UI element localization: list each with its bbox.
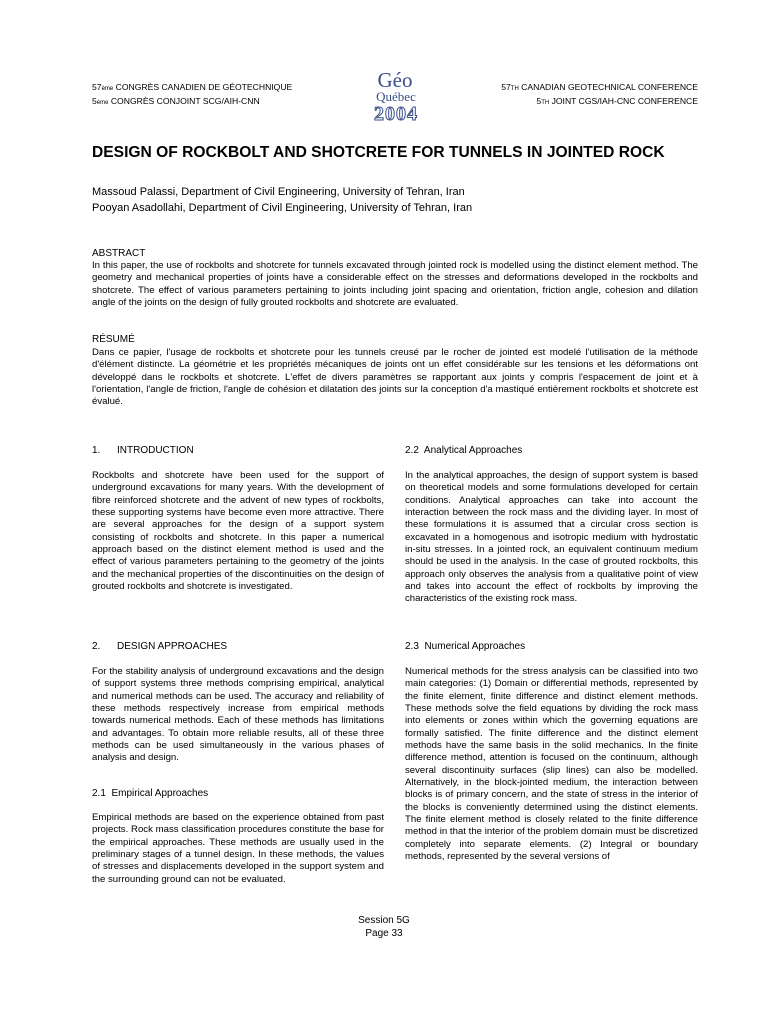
paper-title: DESIGN OF ROCKBOLT AND SHOTCRETE FOR TUNNELS IN JOINTED ROCK [92, 144, 665, 161]
author-2: Pooyan Asadollahi, Department of Civil Engineering, University of Tehran, Iran [92, 201, 473, 214]
page-number: Page 33 [365, 927, 403, 939]
design-approaches-heading: 2. DESIGN APPROACHES [92, 641, 228, 652]
introduction-text: Rockbolts and shotcrete have been used for the support of underground excavations for many years. With the development of fibre reinforced shotcrete and the advent of new types of rockbolts, these supporting systems have become even more attractive. There are several approaches for the design of a support system consisting of rockbolts and shotcrete. In this paper a numerical approach based on the distinct element method is used and the effect of various parameters pertaining to the geometry of the joints and the mechanical properties of the discontinuities on the design of grouted rockbolts and shotcrete is investigated. [92, 470, 384, 593]
conference-header-english [501, 82, 698, 109]
conference-header-french [92, 82, 292, 109]
numerical-approaches-heading: 2.3 Numerical Approaches [405, 641, 526, 652]
resume-text: Dans ce papier, l'usage de rockbolts et shotcrete pour les tunnels creusé par le rocher de jointed est modelé l'utilisation de la méthode d'élément distincte. La géométrie et les propriétés mécaniques de joints ont un effet considérable sur les tensions et les déformations ont développé dans le rockbolts et shotcrete. L'effet de divers paramètres se rapportant aux joints y compris l'espacement de joint et à l'orientation, l'angle de friction, l'angle de cohésion et dilatation des joints sur la conception d'a mastiqué entièrement rockbolts et shotcrete est évalué. [92, 347, 698, 408]
logo-quebec-text: Québec [376, 89, 416, 104]
abstract-heading: ABSTRACT [92, 248, 146, 259]
header-line-2: 5TH JOINT CGS/IAH-CNC CONFERENCE [536, 95, 698, 106]
session-label: Session 5G [358, 915, 410, 926]
numerical-approaches-text: Numerical methods for the stress analysis can be classified into two main categories: (1) Domain or differential methods, represented by the finite element, finite difference and distinct element methods. These methods solve the field equations by dividing the rock mass into elements or zones within which the governing equations are formally satisfied. The finite difference and the distinct element methods have the same basis in the solid mechanics. In the finite difference method, attention is focused on the continuum, although several discontinuity surfaces (slip lines) can also be modelled. Alternatively, in the block-jointed medium, the interaction between blocks is of primary concern, and the state of stress in the interior of the blocks is conveniently determined using the distinct elements. The finite element method is closely related to the finite difference method in that the interior of the problem domain must be discretized completely into separate elements. (2) Integral or boundary methods, represented by the several versions of [405, 666, 698, 863]
logo-geo-text: Géo [377, 68, 413, 92]
empirical-approaches-heading: 2.1 Empirical Approaches [92, 788, 209, 799]
empirical-approaches-text: Empirical methods are based on the experience obtained from past projects. Rock mass classification procedures constitute the base for the empirical approaches. These methods are usually used in the preliminary stages of a tunnel design. In these methods, the values of stresses and displacements developed in the support system and the surrounding ground can not be evaluated. [92, 812, 384, 885]
analytical-approaches-text: In the analytical approaches, the design of support system is based on theoretical models and some formulations developed for certain conditions. Analytical approaches can take into account the interaction between the rock mass and the dividing layer. In most of these formulations it is assumed that a circular cross section is excavated in a homogenous and isotropic medium with hydrostatic in-situ stresses. In a jointed rock, an equivalent continuum medium should be used in the analysis. In the case of grouted rockbolts, this approach only observes the analysis from a qualitative point of view and takes into account the effect of rockbolts by improving the characteristics of the existing rock mass. [405, 470, 698, 605]
introduction-heading: 1. INTRODUCTION [92, 445, 194, 456]
geoquebec-logo [360, 68, 430, 124]
authors [92, 185, 472, 216]
abstract-text: In this paper, the use of rockbolts and shotcrete for tunnels excavated through jointed rock is modelled using the distinct element method. The geometry and mechanical properties of joints have a considerable effect on the stresses and deformations developed in the rockbolts and shotcrete. The effect of various parameters pertaining to joints including joint spacing and orientation, friction angle, cohesion and dilation angle of the joints on the design of fully grouted rockbolts and shotcrete are evaluated. [92, 260, 698, 309]
logo-year-text: 2004 [374, 103, 418, 124]
design-approaches-text: For the stability analysis of underground excavations and the design of support systems three methods comprising empirical, analytical and numerical methods can be used. The accuracy and reliability of these methods respectively increase from empirical methods towards numerical methods. Each of these methods has limitations and advantages. To obtain more reliable results, all of these three methods can be used simultaneously in the various phases of analysis and design. [92, 666, 384, 764]
page-footer [0, 915, 768, 940]
resume-heading: RÉSUMÉ [92, 334, 135, 345]
header-line-1: 57ème CONGRÈS CANADIEN DE GÉOTECHNIQUE [92, 82, 293, 92]
analytical-approaches-heading: 2.2 Analytical Approaches [405, 445, 523, 456]
header-line-2: 5ème CONGRÈS CONJOINT SCG/AIH-CNN [92, 95, 260, 106]
author-1: Massoud Palassi, Department of Civil Engineering, University of Tehran, Iran [92, 186, 465, 198]
header-line-1: 57TH CANADIAN GEOTECHNICAL CONFERENCE [501, 82, 698, 92]
